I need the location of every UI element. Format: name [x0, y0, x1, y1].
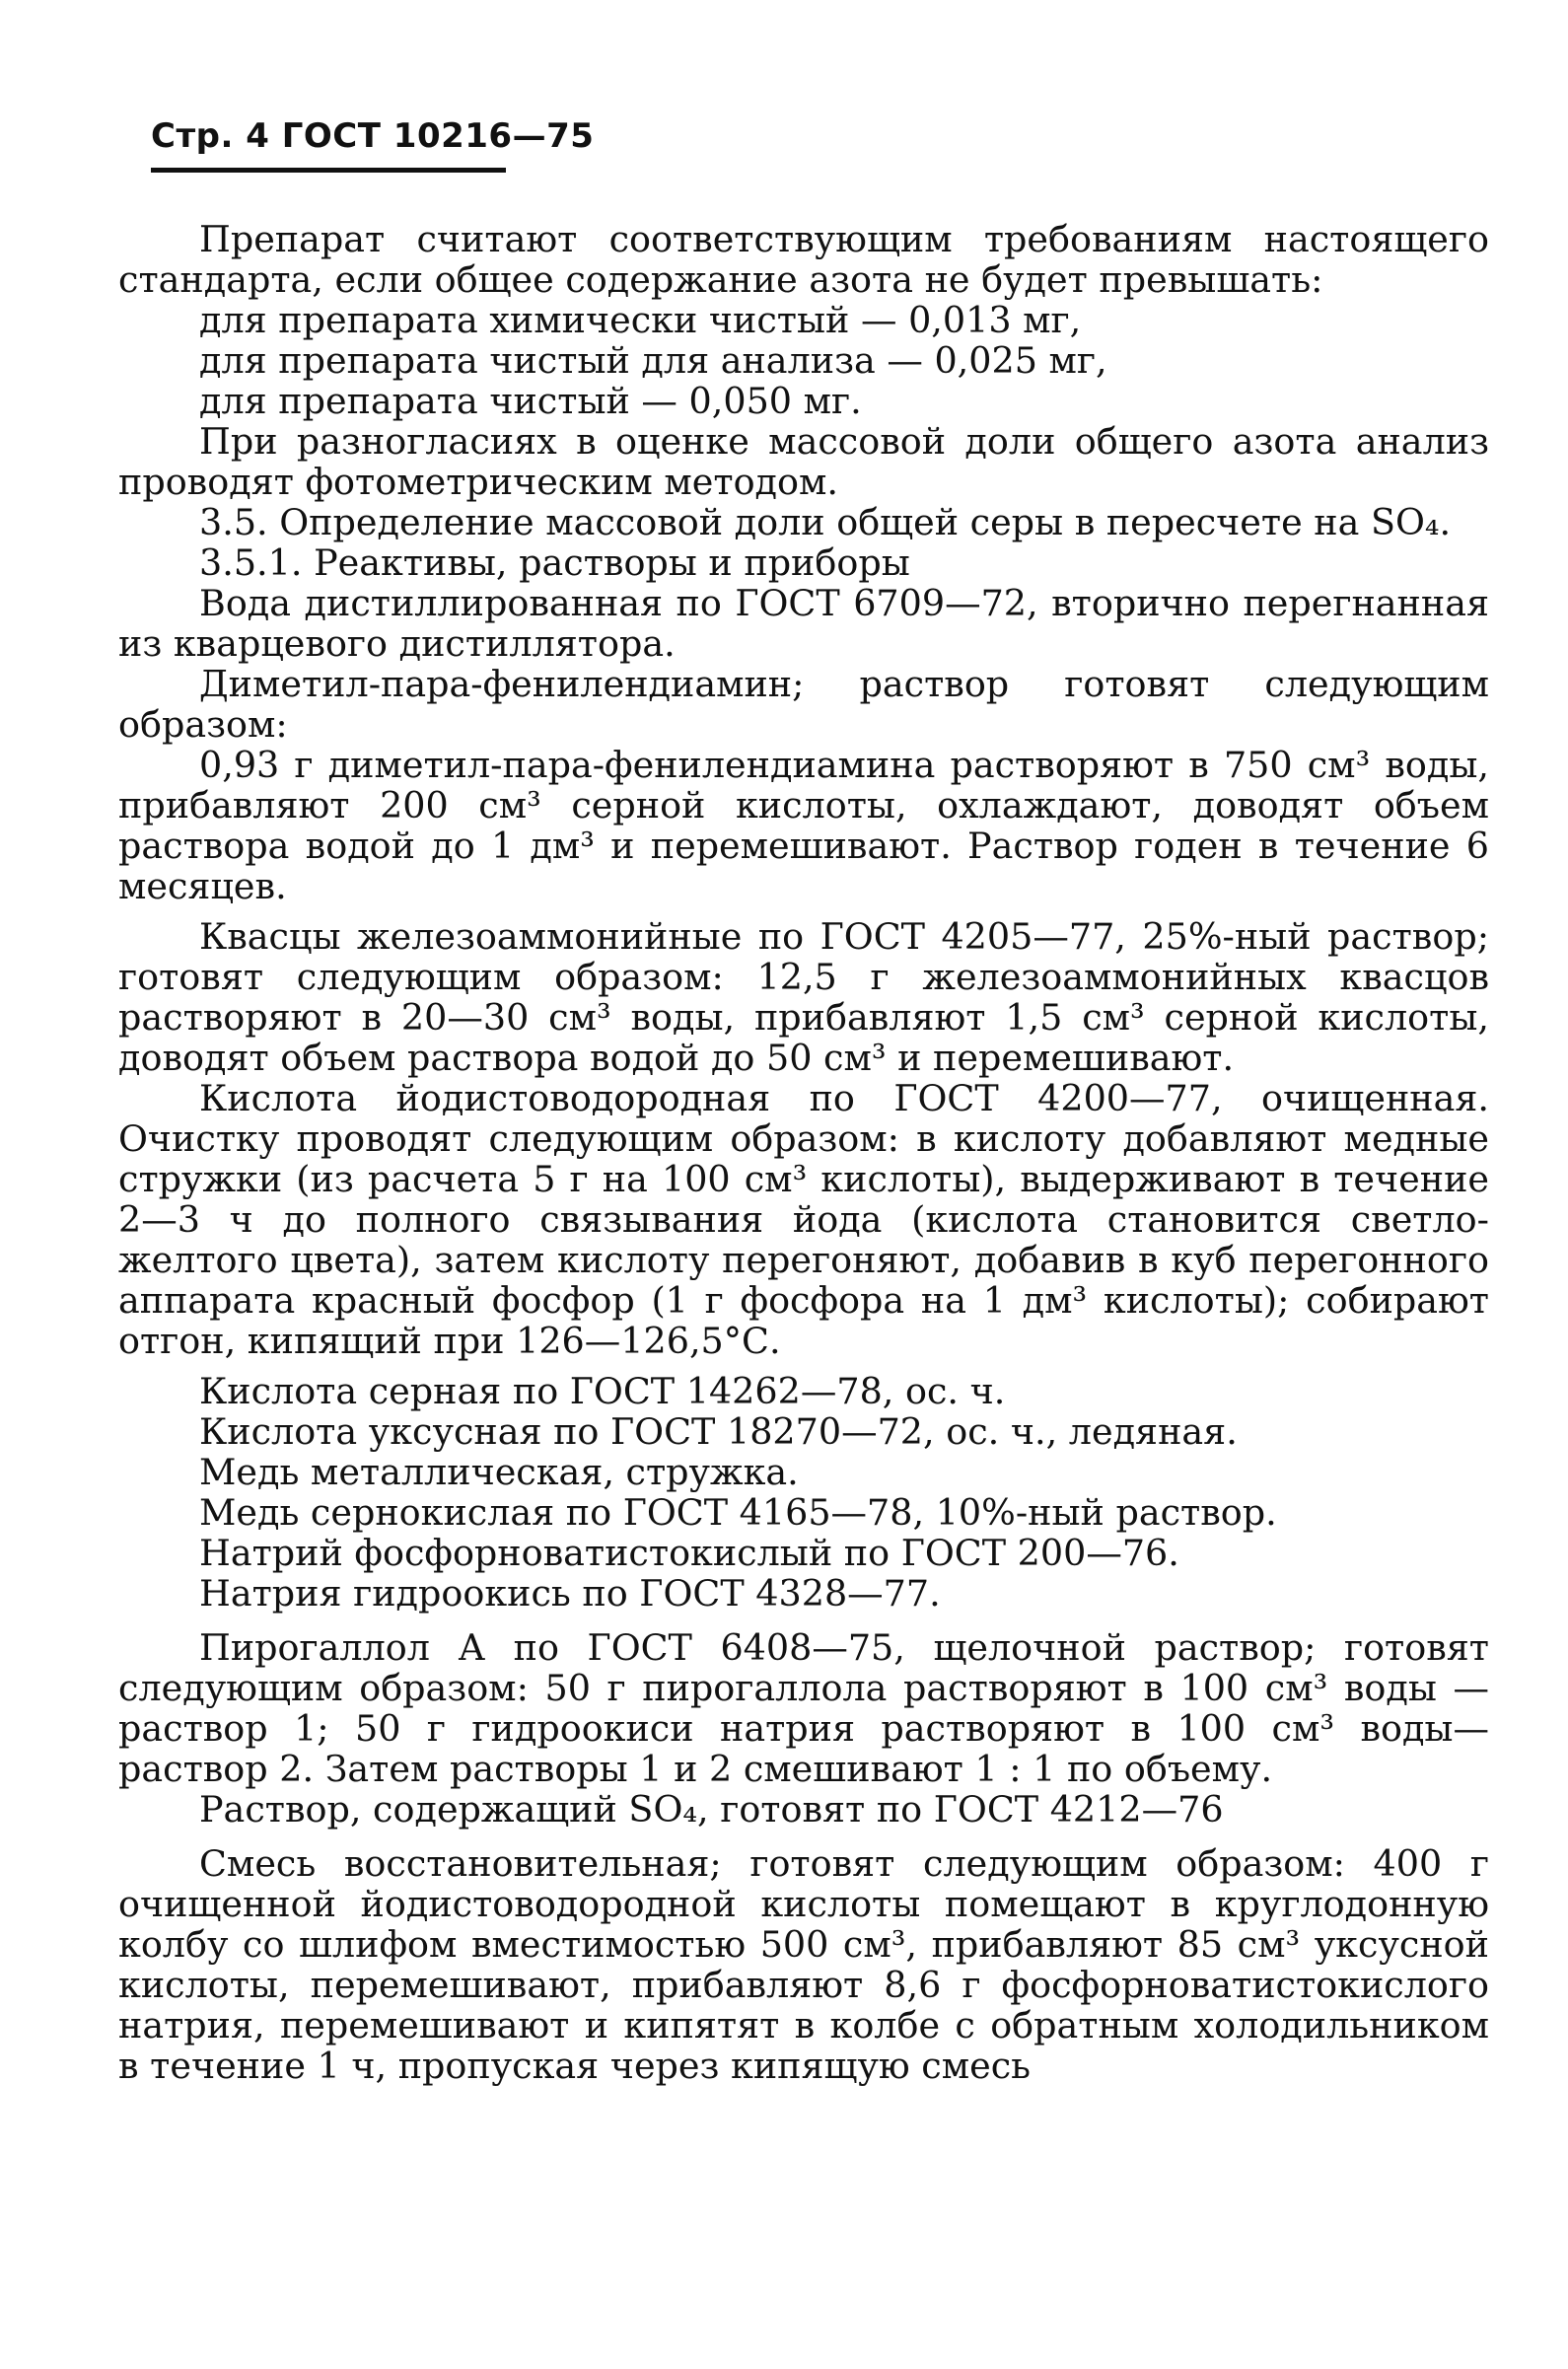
paragraph: 3.5.1. Реактивы, растворы и приборы	[199, 541, 910, 584]
paragraph: Медь сернокислая по ГОСТ 4165—78, 10%-ный раствор.	[199, 1491, 1277, 1534]
paragraph: Квасцы железоаммонийные по ГОСТ 4205—77, 25%-ный раствор; готовят следующим образом: 12,5 г железоаммонийных квасцов растворяют в 20—30 см³ воды, прибавляют 1,5 см³ серной кислоты, доводят объем раствора водой до 50 см³ и перемешивают.	[118, 915, 1489, 1079]
paragraph: для препарата чистый — 0,050 мг.	[199, 380, 862, 422]
paragraph: Кислота серная по ГОСТ 14262—78, ос. ч.	[199, 1370, 1006, 1412]
paragraph: 3.5. Определение массовой доли общей серы в пересчете на SO₄.	[199, 501, 1452, 543]
paragraph: Смесь восстановительная; готовят следующим образом: 400 г очищенной йодистоводородной кислоты помещают в круглодонную колбу со шлифом вместимостью 500 см³, прибавляют 85 см³ уксусной кислоты, перемешивают, прибавляют 8,6 г фосфорноватистокислого натрия, перемешивают и кипятят в колбе с обратным холодильником в течение 1 ч, пропуская через кипящую смесь	[118, 1842, 1489, 2087]
paragraph: Диметил-пара-фенилендиамин; раствор готовят следующим образом:	[118, 663, 1489, 746]
paragraph: Натрия гидроокись по ГОСТ 4328—77.	[199, 1572, 941, 1615]
page-header: Стр. 4 ГОСТ 10216—75	[151, 116, 595, 156]
paragraph: 0,93 г диметил-пара-фенилендиамина растворяют в 750 см³ воды, прибавляют 200 см³ серной кислоты, охлаждают, доводят объем раствора водой до 1 дм³ и перемешивают. Раствор годен в течение 6 месяцев.	[118, 744, 1489, 907]
document-body	[118, 219, 1489, 2086]
paragraph: Медь металлическая, стружка.	[199, 1451, 799, 1493]
paragraph: При разногласиях в оценке массовой доли общего азота анализ проводят фотометрическим методом.	[118, 420, 1489, 503]
paragraph: Пирогаллол А по ГОСТ 6408—75, щелочной раствор; готовят следующим образом: 50 г пирогаллола растворяют в 100 см³ воды —раствор 1; 50 г гидроокиси натрия растворяют в 100 см³ воды— раствор 2. Затем растворы 1 и 2 смешивают 1 : 1 по объему.	[118, 1626, 1489, 1790]
paragraph: Кислота йодистоводородная по ГОСТ 4200—77, очищенная. Очистку проводят следующим образом: в кислоту добавляют медные стружки (из расчета 5 г на 100 см³ кислоты), выдерживают в течение 2—3 ч до полного связывания йода (кислота становится светло-желтого цвета), затем кислоту перегоняют, добавив в куб перегонного аппарата красный фосфор (1 г фосфора на 1 дм³ кислоты); собирают отгон, кипящий при 126—126,5°С.	[118, 1077, 1489, 1362]
paragraph: для препарата чистый для анализа — 0,025 мг,	[199, 339, 1107, 382]
paragraph: Кислота уксусная по ГОСТ 18270—72, ос. ч., ледяная.	[199, 1410, 1238, 1453]
paragraph: Раствор, содержащий SO₄, готовят по ГОСТ 4212—76	[199, 1788, 1224, 1831]
paragraph: Препарат считают соответствующим требованиям настоящего стандарта, если общее содержание азота не будет превышать:	[118, 218, 1489, 301]
paragraph: для препарата химически чистый — 0,013 мг,	[199, 299, 1082, 341]
header-rule	[151, 168, 506, 173]
paragraph: Вода дистиллированная по ГОСТ 6709—72, вторично перегнанная из кварцевого дистиллятора.	[118, 582, 1489, 665]
paragraph: Натрий фосфорноватистокислый по ГОСТ 200—76.	[199, 1532, 1179, 1574]
